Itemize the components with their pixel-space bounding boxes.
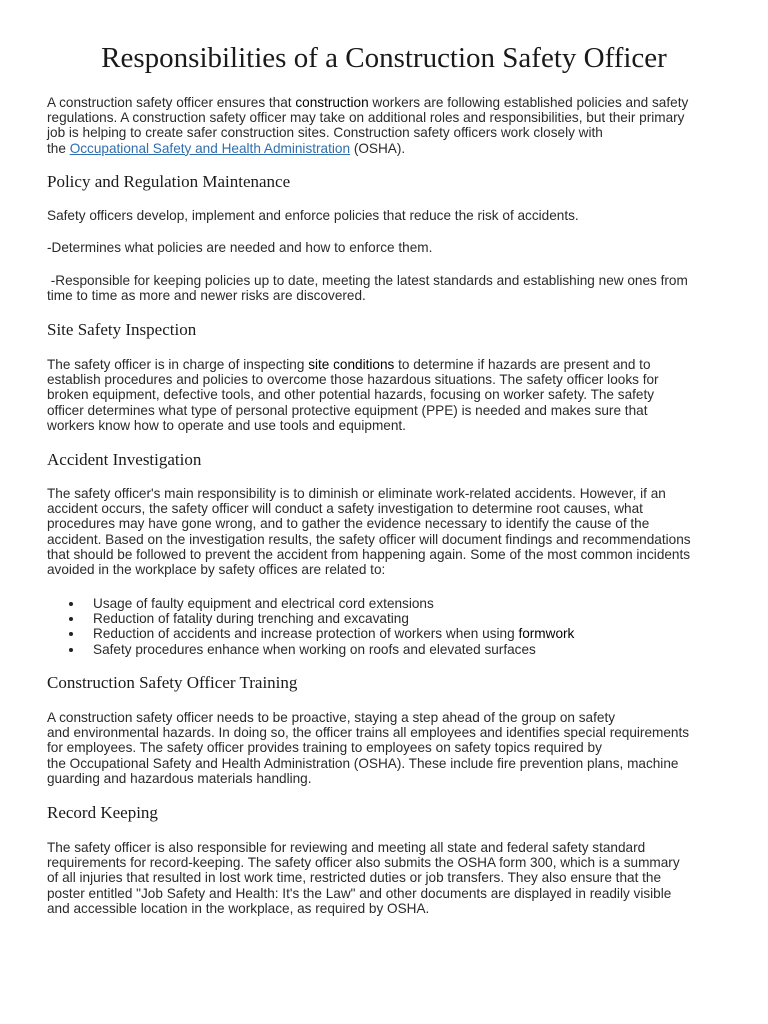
text-segment: Usage of faulty equipment and electrical cord extensions <box>93 596 434 611</box>
text-line <box>47 501 737 516</box>
text-line <box>47 372 737 387</box>
text-line <box>47 870 737 885</box>
text-line <box>47 240 737 255</box>
text-segment: establish procedures and policies to overcome those hazardous situations. The safety officer looks for <box>47 372 659 388</box>
text-segment: officer determines what type of personal protective equipment (PPE) is needed and makes sure that <box>47 402 648 418</box>
text-line <box>47 710 737 725</box>
text-line <box>47 141 737 156</box>
text-segment: workers know how to operate and use tools and equipment. <box>47 417 406 433</box>
text-line <box>47 725 737 740</box>
text-segment: to determine if hazards are present and to <box>394 357 651 372</box>
text-segment: guarding and hazardous materials handling. <box>47 770 312 786</box>
investigation-paragraph <box>47 486 737 577</box>
text-segment: accident occurs, the safety officer will conduct a safety investigation to determine root causes, what <box>47 501 643 517</box>
training-paragraph <box>47 710 737 786</box>
text-segment: broken equipment, defective tools, and other potential hazards, focusing on worker safety. The safety <box>47 387 655 403</box>
text-line <box>47 855 737 870</box>
text-line <box>47 288 737 303</box>
list-item <box>67 611 574 626</box>
inline-link[interactable]: Occupational Safety and Health Administration <box>69 140 351 156</box>
bullet-icon <box>69 648 73 652</box>
text-segment: Safety procedures enhance when working on roofs and elevated surfaces <box>93 641 536 657</box>
heading-training: Construction Safety Officer Training <box>47 673 298 692</box>
text-segment: -Responsible for keeping policies up to date, meeting the latest standards and establishing new ones from <box>47 273 688 288</box>
list-item <box>67 642 574 657</box>
text-line <box>47 532 737 547</box>
text-line <box>47 840 737 855</box>
text-line <box>47 110 737 125</box>
text-segment: (OSHA). <box>350 140 406 156</box>
text-segment: time to time as more and newer risks are discovered. <box>47 288 366 304</box>
text-segment: of all injuries that resulted in lost work time, restricted duties or job transfers. They also ensure that the <box>47 870 662 886</box>
text-segment: regulations. A construction safety officer may take on additional roles and responsibilities, but their primary <box>47 110 685 126</box>
text-segment: poster entitled "Job Safety and Health: It's the Law" and other documents are displayed in readily visible <box>47 885 672 901</box>
text-segment: job is helping to create safer construction sites. Construction safety officers work closely with <box>47 125 603 141</box>
text-line <box>47 95 737 110</box>
text-segment: and environmental hazards. In doing so, the officer trains all employees and identifies special requirements <box>47 725 690 741</box>
bullet-icon <box>69 602 73 606</box>
text-segment: The safety officer is in charge of inspecting <box>47 357 309 372</box>
text-segment: -Determines what policies are needed and how to enforce them. <box>47 240 433 255</box>
policy-paragraph-2 <box>47 240 737 255</box>
text-line <box>47 740 737 755</box>
intro-paragraph <box>47 95 737 156</box>
text-line <box>47 273 737 288</box>
text-segment: and accessible location in the workplace, as required by OSHA. <box>47 900 430 916</box>
text-segment: The safety officer's main responsibility is to diminish or eliminate work-related accidents. However, if an <box>47 486 666 501</box>
text-line <box>47 418 737 433</box>
text-line <box>47 403 737 418</box>
inline-link[interactable]: construction <box>295 95 369 110</box>
text-segment: A construction safety officer ensures that <box>47 95 296 110</box>
incident-list <box>67 596 574 657</box>
text-segment: requirements for record-keeping. The safety officer also submits the OSHA form 300, which is a summary <box>47 855 680 871</box>
inspection-paragraph <box>47 357 737 433</box>
text-segment: the <box>47 140 70 156</box>
heading-records: Record Keeping <box>47 803 158 822</box>
text-line <box>47 387 737 402</box>
text-line <box>47 901 737 916</box>
text-line <box>47 357 737 372</box>
page-title: Responsibilities of a Construction Safety Officer <box>101 42 667 74</box>
inline-link[interactable]: formwork <box>518 626 575 642</box>
text-segment: avoided in the workplace by safety offices are related to: <box>47 562 386 578</box>
heading-policy: Policy and Regulation Maintenance <box>47 172 291 191</box>
records-paragraph <box>47 840 737 916</box>
text-segment: for employees. The safety officer provides training to employees on safety topics required by <box>47 740 602 756</box>
text-segment: workers are following established policies and safety <box>368 95 689 110</box>
heading-investigation: Accident Investigation <box>47 450 202 469</box>
text-line <box>47 886 737 901</box>
bullet-icon <box>69 632 73 636</box>
inline-link[interactable]: site conditions <box>308 357 395 372</box>
text-segment: A construction safety officer needs to be proactive, staying a step ahead of the group on safety <box>47 710 616 725</box>
text-segment: accident. Based on the investigation results, the safety officer will document findings and recommendations <box>47 531 691 547</box>
text-line <box>47 562 737 577</box>
policy-paragraph-1 <box>47 208 737 223</box>
text-line <box>47 486 737 501</box>
text-line <box>47 756 737 771</box>
text-segment: procedures may have gone wrong, and to gather the evidence necessary to identify the cause of the <box>47 516 650 532</box>
heading-inspection: Site Safety Inspection <box>47 320 197 339</box>
policy-paragraph-3 <box>47 273 737 303</box>
text-segment: Safety officers develop, implement and enforce policies that reduce the risk of accidents. <box>47 208 579 223</box>
text-line <box>47 208 737 223</box>
text-segment: Reduction of fatality during trenching and excavating <box>93 611 409 627</box>
list-item <box>67 596 574 611</box>
text-segment: The safety officer is also responsible for reviewing and meeting all state and federal safety standard <box>47 840 646 855</box>
list-item <box>67 626 574 641</box>
text-segment: the Occupational Safety and Health Administration (OSHA). These include fire prevention plans, machine <box>47 755 679 771</box>
text-line <box>47 125 737 140</box>
text-line <box>47 547 737 562</box>
bullet-icon <box>69 617 73 621</box>
text-segment: Reduction of accidents and increase protection of workers when using <box>93 626 519 642</box>
text-line <box>47 771 737 786</box>
text-segment: that should be followed to prevent the accident from happening again. Some of the most common incidents <box>47 546 691 562</box>
text-line <box>47 516 737 531</box>
